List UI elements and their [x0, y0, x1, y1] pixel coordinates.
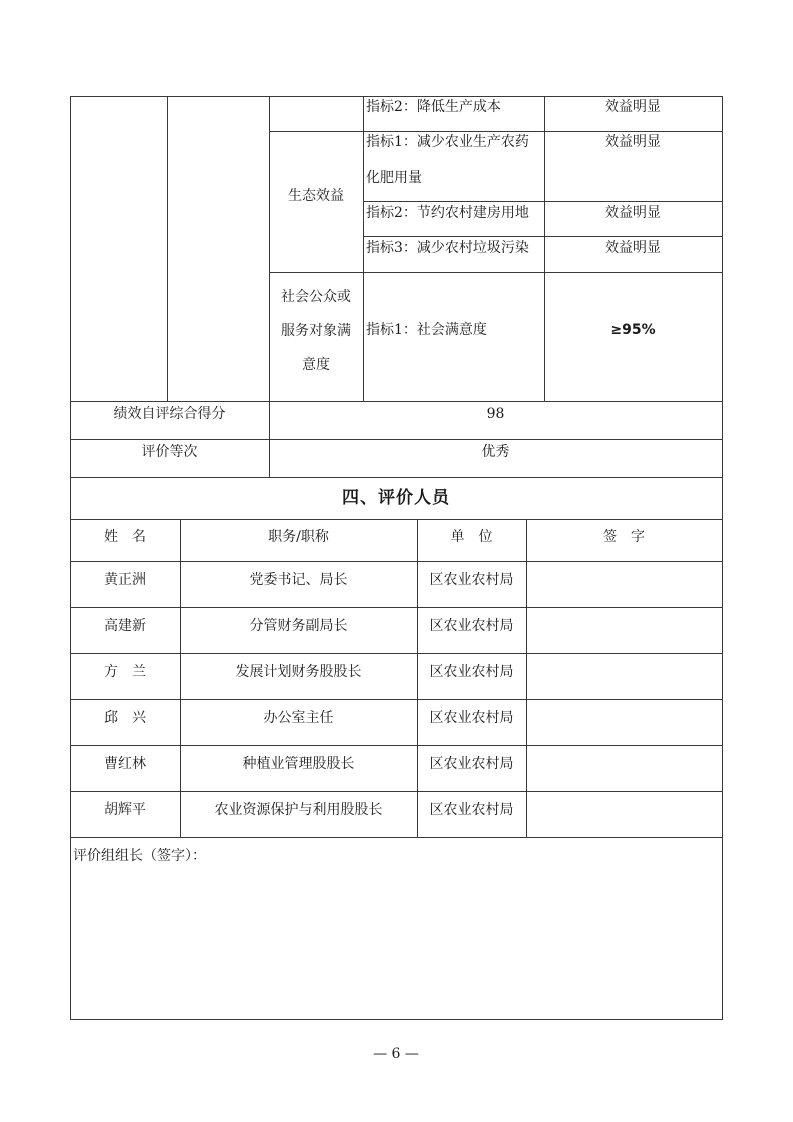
person-signature [526, 792, 722, 828]
person-name: 黄正洲 [104, 572, 146, 588]
person-signature [526, 654, 722, 690]
indicator-text: 指标1：社会满意度 [366, 322, 487, 338]
header-title: 职务/职称 [268, 529, 329, 545]
col-divider-3 [363, 96, 364, 401]
person-name: 高建新 [104, 618, 146, 634]
indicator-value: 效益明显 [605, 99, 661, 115]
header-unit: 单 位 [450, 529, 493, 545]
section-title: 四、评价人员 [342, 488, 450, 508]
indicator-text: 指标1：减少农业生产农药 [366, 134, 529, 150]
indicator-value: 效益明显 [605, 205, 661, 221]
person-title: 发展计划财务股股长 [235, 664, 362, 680]
person-unit: 区农业农村局 [429, 664, 514, 680]
eco-benefit-label: 生态效益 [288, 188, 344, 204]
header-signature: 签 字 [603, 529, 645, 545]
person-unit: 区农业农村局 [429, 710, 514, 726]
person-unit: 区农业农村局 [429, 756, 514, 772]
table-bottom-border [70, 1019, 723, 1020]
satisfaction-label-line1: 社会公众或 [281, 289, 351, 305]
grade-value: 优秀 [481, 444, 510, 460]
person-name: 胡辉平 [104, 802, 146, 818]
person-title: 分管财务副局长 [249, 618, 348, 634]
indicator-text: 指标3：减少农村垃圾污染 [366, 240, 529, 256]
person-title: 农业资源保护与利用股股长 [214, 802, 383, 818]
person-title: 办公室主任 [263, 710, 334, 726]
table-right-border [722, 96, 723, 1019]
table-left-border [70, 96, 71, 1019]
header-name: 姓 名 [104, 529, 146, 545]
indicator-text: 指标2：降低生产成本 [366, 99, 501, 115]
person-name: 方 兰 [104, 664, 146, 680]
indicator-text-cont: 化肥用量 [366, 170, 422, 186]
satisfaction-label-line2: 服务对象满 [281, 323, 351, 339]
person-unit: 区农业农村局 [429, 802, 514, 818]
satisfaction-label-line3: 意度 [302, 357, 330, 373]
person-unit: 区农业农村局 [429, 618, 514, 634]
score-label: 绩效自评综合得分 [113, 406, 226, 422]
row-divider [269, 272, 723, 273]
person-signature [526, 700, 722, 736]
indicator-value: ≥95% [610, 322, 656, 338]
person-title: 党委书记、局长 [249, 572, 348, 588]
person-name: 邱 兴 [104, 710, 146, 726]
person-unit: 区农业农村局 [429, 572, 514, 588]
person-signature [526, 746, 722, 782]
leader-signature-label: 评价组组长（签字）： [73, 848, 206, 864]
score-value: 98 [486, 406, 505, 422]
indicator-text: 指标2：节约农村建房用地 [366, 205, 529, 221]
person-name: 曹红林 [104, 756, 146, 772]
grade-label: 评价等次 [141, 444, 198, 460]
person-title: 种植业管理股股长 [242, 756, 355, 772]
person-signature [526, 608, 722, 644]
person-signature [526, 562, 722, 598]
page-number: — 6 — [373, 1046, 419, 1062]
indicator-value: 效益明显 [605, 240, 661, 256]
col-divider-1 [167, 96, 168, 401]
indicator-value: 效益明显 [605, 134, 661, 150]
